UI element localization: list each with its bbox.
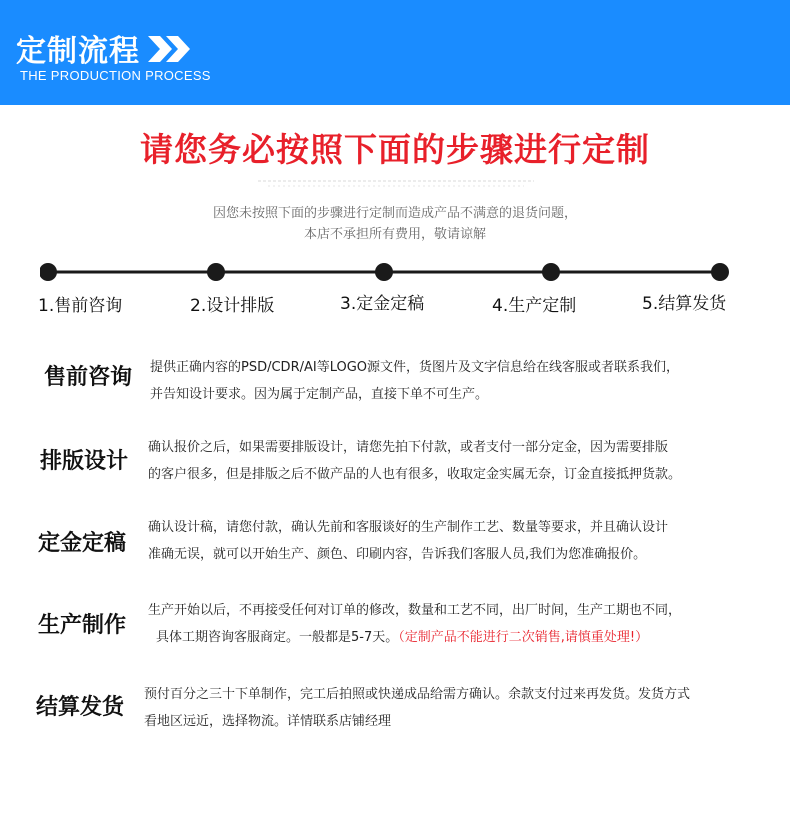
section-title-presale: 售前咨询 [44,365,133,390]
section-line: 提供正确内容的PSD/CDR/AI等LOGO源文件，货图片及文字信息给在线客服或者联系我们， [150,360,680,375]
section-title-layout: 排版设计 [40,449,129,474]
process-timeline [40,262,730,282]
timeline-dot-4 [542,263,560,281]
timeline-dot-2 [207,263,225,281]
timeline-step-4: 4.生产定制 [492,296,577,316]
section-line: 并告知设计要求。因为属于定制产品，直接下单不可生产。 [150,387,489,402]
timeline-step-5: 5.结算发货 [642,294,727,314]
section-title-settlement: 结算发货 [36,695,125,720]
section-line [148,624,778,651]
header-banner [0,0,790,105]
timeline-step-1: 1.售前咨询 [38,296,123,316]
section-line: 生产开始以后，不再接受任何对订单的修改，数量和工艺不同，出厂时间，生产工期也不同， [148,603,682,618]
banner-title: 定制流程 [16,34,140,69]
timeline-step-2: 2.设计排版 [190,296,275,316]
section-title-deposit: 定金定稿 [38,531,127,556]
section-title-production: 生产制作 [38,613,127,638]
timeline-dot-5 [711,263,729,281]
section-line: 的客户很多，但是排版之后不做产品的人也有很多，收取定金实属无奈，订金直接抵押货款。 [148,467,682,482]
notice-line-1: 因您未按照下面的步骤进行定制而造成产品不满意的退货问题， [212,206,577,221]
timeline-dot-1 [40,263,57,281]
section-text-presale [150,354,770,408]
banner-subtitle: THE PRODUCTION PROCESS [20,68,211,83]
section-line: 看地区远近，选择物流。详情联系店铺经理 [144,714,392,729]
section-text-layout [148,434,768,488]
timeline-dot-3 [375,263,393,281]
section-line: 确认报价之后，如果需要排版设计，请您先拍下付款，或者支付一部分定金，因为需要排版 [148,440,669,455]
section-line: 预付百分之三十下单制作，完工后拍照或快递成品给需方确认。余款支付过来再发货。发货方式 [144,687,691,702]
notice-line-2: 本店不承担所有费用，敬请谅解 [303,227,486,242]
warning-text: （定制产品不能进行二次销售,请慎重处理!） [398,630,649,645]
section-line: 准确无误，就可以开始生产、颜色、印刷内容，告诉我们客服人员,我们为您准确报价。 [148,547,647,562]
section-text-deposit [148,514,768,568]
section-line: 确认设计稿，请您付款，确认先前和客服谈好的生产制作工艺、数量等要求，并且确认设计 [148,520,669,535]
page-headline: 请您务必按照下面的步骤进行定制 [140,130,650,169]
notice-text [0,203,790,245]
decorative-divider [258,177,534,189]
section-line-text: 具体工期咨询客服商定。一般都是5-7天。 [156,630,399,645]
double-chevron-right-icon [146,34,192,64]
timeline-step-3: 3.定金定稿 [340,294,425,314]
section-text-production [148,597,778,651]
section-text-settlement [144,681,784,735]
